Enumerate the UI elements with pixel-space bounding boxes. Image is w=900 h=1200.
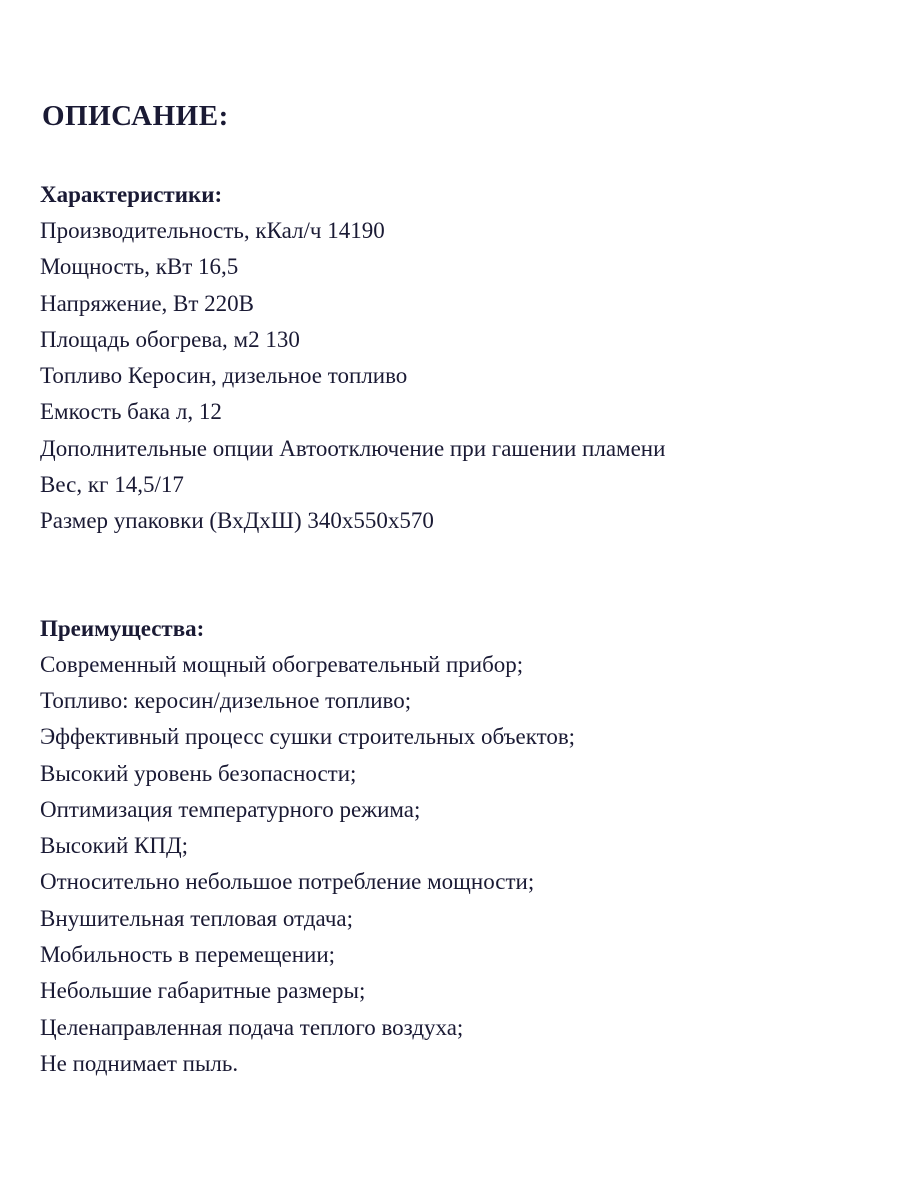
characteristics-list: [40, 213, 870, 540]
spec-line: Вес, кг 14,5/17: [40, 472, 184, 498]
advantage-line: Не поднимает пыль.: [40, 1050, 239, 1076]
advantage-line: Небольшие габаритные размеры;: [40, 978, 366, 1004]
section-gap: [40, 540, 870, 611]
advantage-line: Внушительная тепловая отдача;: [40, 905, 353, 931]
characteristics-heading: Характеристики:: [40, 182, 223, 207]
advantage-line: Высокий уровень безопасности;: [40, 760, 357, 786]
spec-line: Площадь обогрева, м2 130: [40, 326, 300, 352]
characteristics-section: [40, 177, 870, 540]
advantage-line: Целенаправленная подача теплого воздуха;: [40, 1014, 464, 1040]
advantages-section: [40, 611, 870, 1083]
advantage-line: Топливо: керосин/дизельное топливо;: [40, 687, 412, 713]
spec-line: Размер упаковки (ВхДхШ) 340х550х570: [40, 508, 434, 534]
advantage-line: Высокий КПД;: [40, 833, 189, 859]
advantage-line: Оптимизация температурного режима;: [40, 796, 421, 822]
page-title: ОПИСАНИЕ:: [42, 100, 229, 132]
spec-line: Напряжение, Вт 220В: [40, 290, 255, 316]
spec-line: Емкость бака л, 12: [40, 399, 222, 425]
spec-line: Дополнительные опции Автоотключение при гашении пламени: [40, 435, 666, 461]
advantage-line: Мобильность в перемещении;: [40, 942, 336, 968]
spec-line: Мощность, кВт 16,5: [40, 254, 239, 280]
advantage-line: Современный мощный обогревательный прибор;: [40, 651, 524, 677]
spec-line: Топливо Керосин, дизельное топливо: [40, 363, 408, 389]
advantages-heading: Преимущества:: [40, 615, 205, 641]
advantage-line: Относительно небольшое потребление мощности;: [40, 869, 535, 895]
advantages-list: [40, 647, 870, 1083]
advantage-line: Эффективный процесс сушки строительных объектов;: [40, 724, 576, 750]
spec-line: Производительность, кКал/ч 14190: [40, 218, 385, 243]
